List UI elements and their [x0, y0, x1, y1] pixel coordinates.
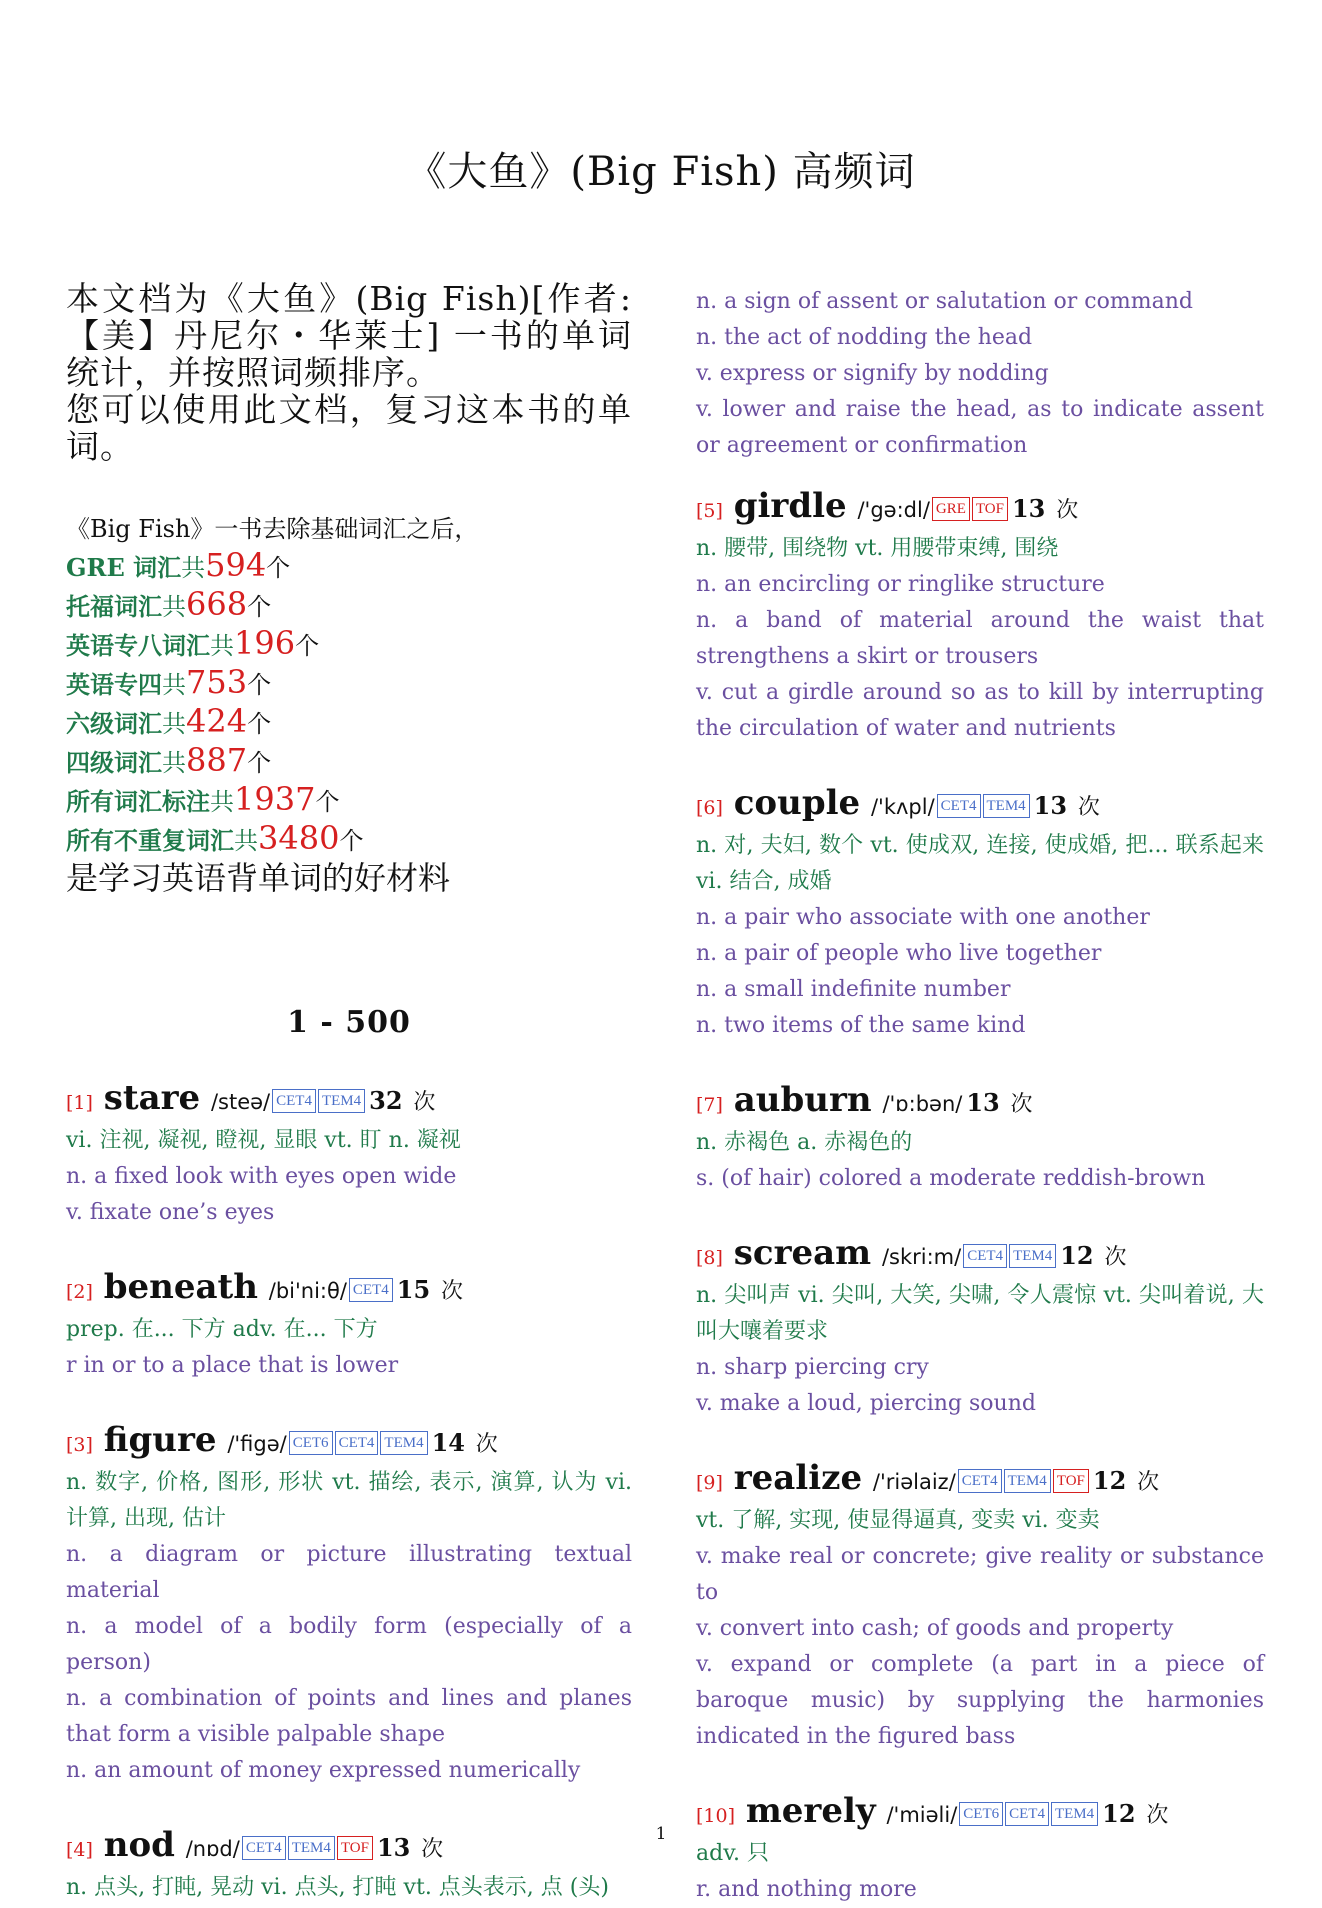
entry-head — [696, 1233, 1264, 1278]
chinese-definition: n. 数字, 价格, 图形, 形状 vt. 描绘, 表示, 演算, 认为 vi. 计算, 出现, 估计 — [66, 1470, 632, 1531]
english-definition: n. a combination of points and lines and planes that form a visible palpable shape — [66, 1686, 632, 1747]
entry-count: 12 — [1092, 1466, 1127, 1495]
stat-suffix: 共 — [210, 632, 234, 660]
exam-tag: TOF — [972, 497, 1008, 521]
english-definition: n. the act of nodding the head — [696, 325, 1033, 350]
exam-tag: TOF — [337, 1836, 373, 1860]
entry-word: girdle — [733, 486, 847, 526]
exam-tag: CET4 — [242, 1836, 286, 1860]
entry-word: scream — [733, 1233, 872, 1273]
english-definition: n. sharp piercing cry — [696, 1355, 929, 1380]
entry-head — [66, 1420, 632, 1465]
intro-paragraph: 本文档为《大鱼》(Big Fish)[作者:【美】丹尼尔・华莱士] 一书的单词统计，并按照词频排序。 — [66, 279, 632, 392]
exam-tag: CET4 — [272, 1089, 316, 1113]
stat-number: 887 — [186, 741, 248, 779]
english-definition: v. lower and raise the head, as to indicate assent or agreement or confirmation — [696, 397, 1264, 458]
entry-phonetic: /skri:m/ — [881, 1245, 962, 1269]
stat-suffix: 共 — [162, 749, 186, 777]
word-entry — [66, 1078, 632, 1231]
stat-suffix: 共 — [162, 593, 186, 621]
exam-tag: TEM4 — [983, 794, 1030, 818]
exam-tag: TEM4 — [1051, 1802, 1098, 1826]
stat-unit: 个 — [247, 593, 272, 621]
english-definition: n. an encircling or ringlike structure — [696, 572, 1105, 597]
word-entry — [696, 486, 1264, 747]
entry-phonetic: /'kʌpl/ — [870, 795, 935, 819]
entry-index: [6] — [696, 797, 723, 819]
right-column — [696, 284, 1264, 1908]
entry-count-unit: 次 — [1056, 498, 1079, 523]
stat-unit: 个 — [266, 554, 291, 582]
exam-tag: TEM4 — [288, 1836, 335, 1860]
word-entry — [696, 1080, 1264, 1197]
entry-index: [3] — [66, 1434, 93, 1456]
english-definition: n. a pair who associate with one another — [696, 905, 1150, 930]
stat-unit: 个 — [315, 788, 340, 816]
stat-row — [66, 664, 632, 703]
stat-suffix: 共 — [210, 788, 234, 816]
chinese-definition: prep. 在... 下方 adv. 在... 下方 — [66, 1317, 378, 1342]
english-definition: r in or to a place that is lower — [66, 1353, 399, 1378]
stat-unit: 个 — [247, 671, 272, 699]
entry-head — [66, 1078, 632, 1123]
exam-tag: GRE — [932, 497, 970, 521]
entry-index: [1] — [66, 1092, 93, 1114]
word-entry — [696, 1791, 1264, 1908]
english-definition: n. two items of the same kind — [696, 1013, 1026, 1038]
stat-label: 六级词汇 — [66, 709, 162, 738]
entry-count: 13 — [1033, 791, 1068, 820]
entry-phonetic: /'figə/ — [227, 1432, 287, 1456]
stat-row — [66, 703, 632, 742]
english-definition: v. make real or concrete; give reality or substance to — [696, 1544, 1264, 1605]
exam-tag: CET6 — [959, 1802, 1003, 1826]
stat-suffix: 共 — [234, 827, 258, 855]
entry-count-unit: 次 — [475, 1432, 498, 1457]
entry-phonetic: /steə/ — [210, 1090, 271, 1114]
stat-suffix: 共 — [162, 671, 186, 699]
chinese-definition: adv. 只 — [696, 1841, 770, 1866]
english-definition: v. cut a girdle around so as to kill by interrupting the circulation of water and nutrients — [696, 680, 1264, 741]
english-definition: n. a diagram or picture illustrating textual material — [66, 1542, 632, 1603]
stat-number: 196 — [234, 624, 296, 662]
page-number: 1 — [655, 1824, 667, 1844]
stat-row — [66, 742, 632, 781]
stat-row — [66, 820, 632, 859]
english-definition: n. a band of material around the waist that strengthens a skirt or trousers — [696, 608, 1264, 669]
english-definition: n. a pair of people who live together — [696, 941, 1102, 966]
range-heading: 1 - 500 — [287, 1005, 411, 1040]
entry-count: 13 — [376, 1833, 411, 1862]
exam-tag: CET4 — [963, 1244, 1007, 1268]
entry-word: auburn — [733, 1080, 872, 1120]
entry-count-unit: 次 — [1137, 1470, 1160, 1495]
entry-count: 13 — [1011, 494, 1046, 523]
exam-tag: CET4 — [349, 1278, 393, 1302]
english-definition: s. (of hair) colored a moderate reddish-brown — [696, 1166, 1206, 1191]
entry-count-unit: 次 — [1077, 795, 1100, 820]
page-title: 《大鱼》(Big Fish) 高频词 — [406, 149, 916, 195]
word-entry — [696, 783, 1264, 1044]
exam-tag: CET4 — [958, 1469, 1002, 1493]
intro — [66, 280, 632, 465]
entry-count: 13 — [966, 1088, 1000, 1117]
entry-index: [4] — [66, 1839, 93, 1861]
stat-number: 1937 — [234, 780, 316, 818]
entry-head — [696, 1458, 1264, 1503]
stat-row — [66, 547, 632, 586]
chinese-definition: n. 对, 夫妇, 数个 vt. 使成双, 连接, 使成婚, 把... 联系起来 vi. 结合, 成婚 — [696, 833, 1264, 894]
english-definition: v. express or signify by nodding — [696, 361, 1049, 386]
entry-continuation — [696, 284, 1264, 464]
entry-count-unit: 次 — [1146, 1803, 1169, 1828]
entry-index: [9] — [696, 1472, 723, 1494]
entry-count: 14 — [431, 1428, 465, 1457]
entry-phonetic: /nɒd/ — [185, 1837, 240, 1861]
stats-closing: 是学习英语背单词的好材料 — [66, 859, 451, 897]
entry-count-unit: 次 — [1010, 1092, 1033, 1117]
stat-label: 四级词汇 — [66, 748, 162, 777]
english-definition: r. and nothing more — [696, 1877, 917, 1902]
entry-count: 15 — [396, 1275, 431, 1304]
english-definition: n. a sign of assent or salutation or command — [696, 289, 1193, 314]
entry-index: [7] — [696, 1094, 723, 1116]
entry-word: figure — [103, 1420, 217, 1460]
word-entry — [696, 1233, 1264, 1422]
stat-number: 3480 — [258, 819, 340, 857]
english-definition: n. a model of a bodily form (especially of a person) — [66, 1614, 632, 1675]
exam-tag: CET4 — [335, 1431, 379, 1455]
entry-phonetic: /'ɒ:bən/ — [882, 1092, 963, 1116]
exam-tag: TEM4 — [380, 1431, 427, 1455]
stat-number: 594 — [205, 546, 267, 584]
entry-count-unit: 次 — [1104, 1245, 1127, 1270]
entry-index: [2] — [66, 1281, 93, 1303]
entry-head — [696, 1080, 1264, 1125]
entry-index: [5] — [696, 500, 723, 522]
english-definition: v. expand or complete (a part in a piece of baroque music) by supplying the harmonies indicated in the figured bass — [696, 1652, 1264, 1749]
entry-index: [8] — [696, 1247, 723, 1269]
entry-index: [10] — [696, 1805, 736, 1827]
entry-count-unit: 次 — [413, 1090, 436, 1115]
entry-phonetic: /'riəlaiz/ — [872, 1470, 956, 1494]
entry-count: 32 — [369, 1086, 403, 1115]
stat-row — [66, 781, 632, 820]
word-entry — [66, 1420, 632, 1789]
entry-head — [696, 783, 1264, 828]
chinese-definition: n. 点头, 打盹, 晃动 vi. 点头, 打盹 vt. 点头表示, 点 (头) — [66, 1875, 609, 1900]
stat-label: 所有不重复词汇 — [66, 826, 234, 855]
english-definition: n. an amount of money expressed numerically — [66, 1758, 581, 1783]
chinese-definition: n. 腰带, 围绕物 vt. 用腰带束缚, 围绕 — [696, 536, 1059, 561]
entry-phonetic: /'gə:dl/ — [857, 498, 930, 522]
entry-count-unit: 次 — [440, 1279, 463, 1304]
entry-word: realize — [733, 1458, 863, 1498]
chinese-definition: n. 赤褐色 a. 赤褐色的 — [696, 1130, 913, 1155]
stat-unit: 个 — [295, 632, 320, 660]
exam-tag: TOF — [1053, 1469, 1089, 1493]
entry-word: nod — [103, 1825, 175, 1865]
stat-suffix: 共 — [162, 710, 186, 738]
english-definition: v. fixate one’s eyes — [66, 1200, 275, 1225]
stat-label: 托福词汇 — [66, 592, 162, 621]
entry-head — [66, 1267, 632, 1312]
stat-label: 英语专四 — [66, 670, 162, 699]
stat-number: 424 — [186, 702, 248, 740]
english-definition: v. make a loud, piercing sound — [696, 1391, 1036, 1416]
word-entry — [696, 1458, 1264, 1755]
stat-number: 753 — [186, 663, 248, 701]
english-definition: n. a small indefinite number — [696, 977, 1011, 1002]
entry-word: couple — [733, 783, 861, 823]
exam-tag: CET4 — [937, 794, 981, 818]
exam-tag: CET6 — [289, 1431, 333, 1455]
stat-suffix: 共 — [181, 554, 206, 582]
stat-number: 668 — [186, 585, 248, 623]
intro-paragraph: 您可以使用此文档，复习这本书的单词。 — [66, 390, 632, 466]
entry-head — [696, 486, 1264, 531]
stat-label: 所有词汇标注 — [66, 787, 210, 816]
stat-unit: 个 — [247, 710, 272, 738]
stat-row — [66, 586, 632, 625]
exam-tag: TEM4 — [1004, 1469, 1051, 1493]
word-entry — [66, 1267, 632, 1384]
stat-label: GRE 词汇 — [66, 553, 182, 582]
stat-row — [66, 625, 632, 664]
entry-count: 12 — [1102, 1799, 1136, 1828]
exam-tag: TEM4 — [1009, 1244, 1056, 1268]
chinese-definition: vi. 注视, 凝视, 瞪视, 显眼 vt. 盯 n. 凝视 — [66, 1128, 461, 1153]
entry-word: beneath — [103, 1267, 258, 1307]
english-definition: n. a fixed look with eyes open wide — [66, 1164, 457, 1189]
entry-count: 12 — [1060, 1241, 1094, 1270]
left-column — [66, 280, 632, 1906]
exam-tag: TEM4 — [318, 1089, 365, 1113]
entry-phonetic: /'miəli/ — [886, 1803, 958, 1827]
entry-word: stare — [103, 1078, 201, 1118]
english-definition: v. convert into cash; of goods and property — [696, 1616, 1174, 1641]
vocab-stats — [66, 511, 632, 897]
stat-label: 英语专八词汇 — [66, 631, 210, 660]
entry-phonetic: /bi'ni:θ/ — [268, 1279, 347, 1303]
chinese-definition: vt. 了解, 实现, 使显得逼真, 变卖 vi. 变卖 — [696, 1508, 1100, 1533]
stat-unit: 个 — [247, 749, 272, 777]
entry-count-unit: 次 — [421, 1837, 444, 1862]
exam-tag: CET4 — [1005, 1802, 1049, 1826]
chinese-definition: n. 尖叫声 vi. 尖叫, 大笑, 尖啸, 令人震惊 vt. 尖叫着说, 大叫大嚷着要求 — [696, 1283, 1264, 1344]
stats-lead: 《Big Fish》一书去除基础词汇之后， — [66, 515, 479, 543]
stat-unit: 个 — [339, 827, 364, 855]
entry-word: merely — [745, 1791, 876, 1831]
